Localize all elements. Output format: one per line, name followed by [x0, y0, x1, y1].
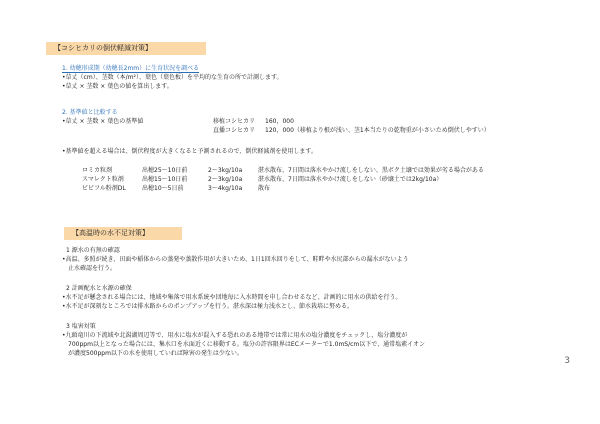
agent-method: 散布 — [258, 185, 271, 192]
page-number: 3 — [564, 356, 570, 366]
water-item2-line-2: •水不足が深刻なところでは排水路からのポンプアップを行う。湛水深は極力浅水とし、節水栽培に努める。 — [62, 303, 354, 310]
water-item2-line-1: •水不足が懸念される場合には、地域や集落で用水系統や団地毎に入水時間を申し合わせるなど、計画的に用水の供給を行う。 — [62, 294, 402, 301]
agent-method: 湛水散布、7日間は落水やかけ流しをしない、黒ボク土壌では効果が劣る場合がある — [258, 167, 484, 174]
water-item1-line-1: •高温、多照が続き、田面や稲体からの蒸発や蒸散作用が大きいため、1日1回水回りをして、畦畔や水尻部からの漏水がないよう — [62, 256, 409, 263]
water-item3-title: 3 塩害対策 — [66, 323, 96, 330]
agent-name: ビビフル粉剤DL — [82, 185, 126, 192]
agent-rate: 2～3kg/10a — [208, 176, 243, 183]
agent-timing: 出穂25～10日前 — [142, 167, 188, 174]
baseline-transplant-value: 160，000 — [265, 118, 294, 125]
baseline-label: •草丈 × 茎数 × 葉色の基準値 — [62, 118, 144, 125]
agent-timing: 出穂10～5日前 — [142, 185, 184, 192]
agent-rate: 2～3kg/10a — [208, 167, 243, 174]
water-item3-line-2: 700ppm以上となった場合には、集水口を水面近くに移動する。塩分の許容限界はECメーターで1.0mS/cm以下で、通常塩素イオン — [68, 341, 425, 348]
step1-title: 1. 幼穂形成期（幼穂長2mm）に生育状況を調べる — [62, 65, 200, 72]
section-header-water: 【高温時の水不足対策】 — [64, 227, 182, 240]
water-item3-line-3: が濃度500ppm以下の水を使用していれば障害の発生は少ない。 — [68, 350, 243, 357]
step1-line-1: •草丈（cm）、茎数（本/m²）、葉色（葉色板）を平均的な生育の所で計測します。 — [62, 74, 283, 81]
water-item1-title: 1 源水の有無の確認 — [66, 247, 120, 254]
baseline-direct-value: 120，000（移植より根が浅い、茎1本当たりの乾物重が小さいため倒伏しやすい） — [265, 127, 490, 134]
agent-name: スマレクト粒剤 — [82, 176, 124, 183]
water-item3-line-1: •九頭竜川の下流域や北潟湖周辺等で、用水に塩水が混入する恐れのある地帯では常に用水の塩分濃度をチェックし、塩分濃度が — [62, 332, 408, 339]
threshold-note: •基準値を超える場合は、倒伏程度が大きくなると予測されるので、倒伏軽減剤を使用します。 — [62, 148, 317, 155]
baseline-direct-name: 直播コシヒカリ — [213, 127, 256, 134]
agent-method: 湛水散布、7日間は落水やかけ流しをしない（砂壌土では2kg/10a） — [258, 176, 443, 183]
agent-rate: 3～4kg/10a — [208, 185, 243, 192]
agent-timing: 出穂15～10日前 — [142, 176, 188, 183]
baseline-transplant-name: 移植コシヒカリ — [213, 118, 256, 125]
section-header-lodging: 【コシヒカリの倒伏軽減対策】 — [46, 42, 206, 55]
water-item1-line-2: 止水確認を行う。 — [68, 265, 117, 272]
step2-title: 2. 基準値と比較する — [62, 109, 118, 116]
water-item2-title: 2 計画配水と水源の確保 — [66, 285, 132, 292]
agent-name: ロミカ粒剤 — [82, 167, 113, 174]
step1-line-2: •草丈 × 茎数 × 葉色の値を算出します。 — [62, 83, 173, 90]
